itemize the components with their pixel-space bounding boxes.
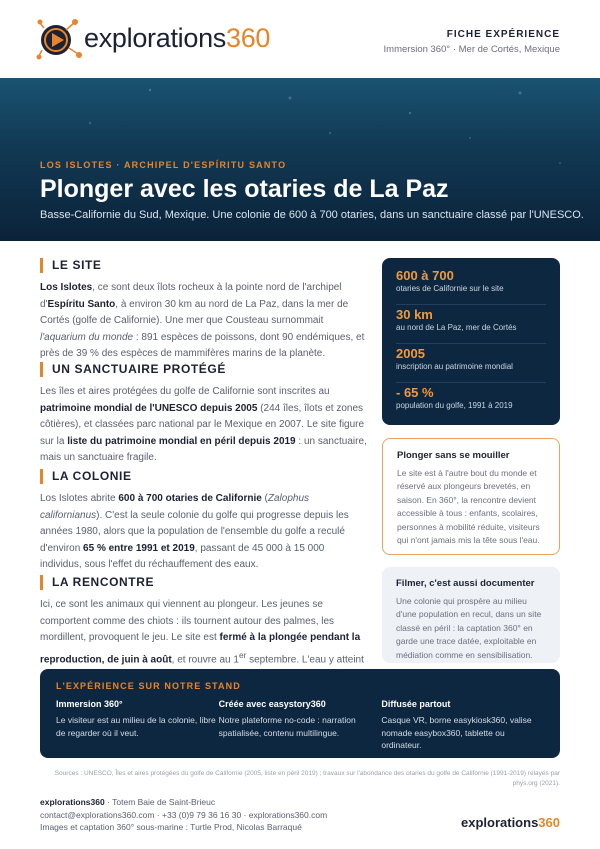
- stand-column-body: Notre plateforme no-code : narration spatialisée, contenu multilingue.: [218, 715, 356, 738]
- key-figures-panel: [382, 258, 560, 425]
- stand-title: L'EXPÉRIENCE SUR NOTRE STAND: [56, 681, 241, 691]
- hero-kicker: LOS ISLOTES · ARCHIPEL D'ESPÍRITU SANTO: [40, 160, 287, 170]
- callout-title: Plonger sans se mouiller: [397, 450, 510, 461]
- section-accent-bar: [40, 575, 43, 590]
- stat-label: otaries de Californie sur le site: [396, 284, 504, 293]
- stand-columns: [56, 699, 544, 752]
- section-body: Les îles et aires protégées du golfe de Californie sont inscrites au patrimoine mondial de l'UNESCO depuis 2005 (244 îles, îlots et zones côtières), et classées parc national par le Mexique en 2007. Le site figure sur la liste du patrimoine mondial en péril depuis 2019 : un sanctuaire, mais un sanctuaire fragile.: [40, 386, 367, 463]
- callout-title: Filmer, c'est aussi documenter: [396, 578, 535, 589]
- section-body: Los Islotes abrite 600 à 700 otaries de Californie (Zalophus californianus). C'est la seule colonie du golfe qui progresse depuis les années 1980, alors que la population de l'ensemble du golfe a reculé d'environ 65 % entre 1991 et 2019, passant de 45 000 à 15 000 individus, sous l'effet du réchauffement des eaux.: [40, 493, 349, 570]
- stat-item: [396, 346, 546, 383]
- stand-column: [219, 699, 382, 752]
- stand-column-title: Diffusée partout: [381, 699, 451, 709]
- fiche-subtitle: Immersion 360° · Mer de Cortés, Mexique: [383, 44, 560, 55]
- fiche-info: [384, 29, 560, 55]
- section-title: LA COLONIE: [52, 469, 132, 483]
- stat-item: [396, 385, 546, 422]
- stat-value: - 65 %: [396, 385, 434, 400]
- stand-column-body: Le visiteur est au milieu de la colonie, libre de regarder où il veut.: [56, 715, 216, 738]
- section-sanctuaire: [40, 360, 368, 467]
- stand-column: [56, 699, 219, 752]
- callout-documentation: [382, 567, 560, 663]
- section-title: LA RENCONTRE: [52, 575, 155, 589]
- footer-contact-line: contact@explorations360.com · +33 (0)9 79 36 16 30 · explorations360.com: [40, 809, 328, 820]
- footer-credits-line: Images et captation 360° sous-marine : Turtle Prod, Nicolas Barraqué: [40, 822, 302, 832]
- stat-value: 30 km: [396, 307, 433, 322]
- stand-column-title: Immersion 360°: [56, 699, 123, 709]
- stat-label: inscription au patrimoine mondial: [396, 362, 513, 371]
- stand-column-body: Casque VR, borne easykiosk360, valise nomade easybox360, tablette ou ordinateur.: [381, 715, 532, 750]
- section-body: Ici, ce sont les animaux qui viennent au plongeur. Les jeunes se comportent comme des chiots : ils tournent autour des palmes, les mordillent, provoquent le jeu. Le site est fermé à la plongée pendant la reproduction, de juin à août, et rouvre au 1er septembre. L'eau y atteint: [40, 599, 364, 665]
- callout-body: Une colonie qui prospère au milieu d'une population en recul, dans un site classé en péril : la captation 360° en garde une trace datée, exploitable en médiation comme en sensibilisation.: [396, 596, 542, 660]
- section-title: UN SANCTUAIRE PROTÉGÉ: [52, 362, 226, 376]
- stand-column-title: Créée avec easystory360: [218, 699, 326, 709]
- stat-value: 600 à 700: [396, 268, 454, 283]
- footer-line: explorations360 · Totem Baie de Saint-Brieuc: [40, 797, 216, 807]
- hero-banner: [0, 78, 600, 241]
- section-title: LE SITE: [52, 258, 102, 272]
- footer-contact: [40, 796, 327, 834]
- section-colonie: [40, 467, 368, 574]
- footer-brand-logo: explorations360: [461, 815, 560, 830]
- sources-note: Sources : UNESCO, Îles et aires protégées du golfe de Californie (2005, liste en péril 2019) ; travaux sur l'abondance des otaries du golfe de Californie (1991-2019) relayés par phys.org (2021).: [54, 770, 560, 787]
- stat-value: 2005: [396, 346, 425, 361]
- stat-label: population du golfe, 1991 à 2019: [396, 401, 513, 410]
- top-header: [0, 0, 600, 78]
- play-orbit-logo-icon: [36, 18, 86, 62]
- section-body: Los Islotes, ce sont deux îlots rocheux à la pointe nord de l'archipel d'Espíritu Santo, à environ 30 km au nord de La Paz, dans la mer de Cortés (golfe de Californie). Une mer que Cousteau surnommait l'aquarium du monde : 891 espèces de poissons, dont 90 endémiques, et près de 39 % des espèces de mammifères marins de la planète.: [40, 282, 365, 359]
- stand-experience-box: [40, 669, 560, 758]
- section-accent-bar: [40, 258, 43, 273]
- fiche-title: FICHE EXPÉRIENCE: [446, 29, 560, 40]
- section-site: [40, 256, 368, 363]
- stat-item: [396, 307, 546, 344]
- callout-body: Le site est à l'autre bout du monde et réservé aux plongeurs brevetés, en saison. En 360°, la rencontre devient accessible à tous : enfants, scolaires, personnes à mobilité réduite, visiteurs qui n'ont jamais mis la tête sous l'eau.: [397, 468, 540, 546]
- stand-column: [381, 699, 544, 752]
- stat-item: [396, 268, 546, 305]
- hero-subtitle: Basse-Californie du Sud, Mexique. Une colonie de 600 à 700 otaries, dans un sanctuaire classé par l'UNESCO.: [40, 209, 584, 221]
- callout-accessibility: [382, 438, 560, 555]
- section-accent-bar: [40, 469, 43, 484]
- page-title: Plonger avec les otaries de La Paz: [40, 175, 449, 203]
- brand-logo-text: explorations360: [84, 23, 271, 53]
- stat-label: au nord de La Paz, mer de Cortés: [396, 323, 517, 332]
- section-accent-bar: [40, 362, 43, 377]
